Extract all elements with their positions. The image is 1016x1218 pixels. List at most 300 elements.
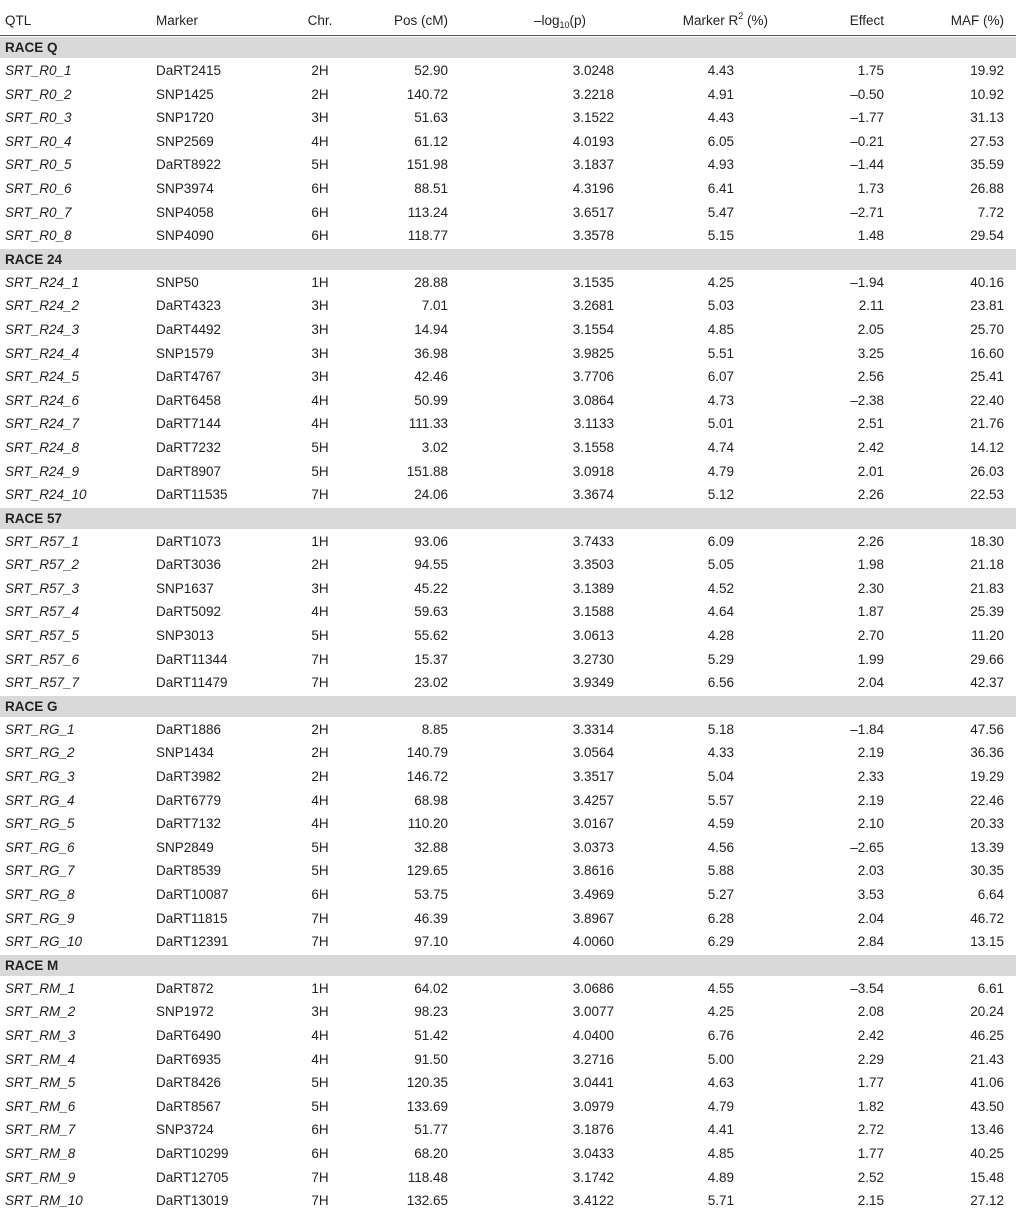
cell-maf: 30.35: [970, 863, 1004, 879]
cell-r2: 5.00: [707, 1051, 734, 1067]
table-row: [0, 930, 1016, 954]
cell-r2: 6.76: [707, 1027, 734, 1043]
cell-r2: 4.73: [707, 392, 734, 408]
cell-marker: DaRT13019: [156, 1193, 229, 1209]
table-row: [0, 412, 1016, 436]
cell-maf: 46.72: [970, 910, 1004, 926]
cell-pos: 88.51: [414, 180, 448, 196]
cell-logp: 3.3578: [572, 228, 614, 244]
cell-maf: 27.53: [970, 133, 1004, 149]
cell-chr: 3H: [311, 345, 329, 361]
cell-effect: 2.72: [857, 1122, 884, 1138]
cell-effect: 1.87: [857, 604, 884, 620]
cell-maf: 11.20: [971, 628, 1004, 644]
cell-chr: 3H: [311, 298, 329, 314]
section-header-row: [0, 955, 1016, 976]
cell-effect: –2.65: [850, 839, 884, 855]
cell-effect: –1.94: [850, 274, 884, 290]
cell-pos: 118.77: [407, 228, 448, 244]
cell-marker: DaRT6935: [156, 1051, 222, 1067]
cell-r2: 4.79: [707, 463, 734, 479]
cell-maf: 25.41: [970, 369, 1004, 385]
cell-r2: 4.52: [707, 580, 734, 596]
cell-maf: 13.39: [970, 839, 1004, 855]
table-row: [0, 883, 1016, 907]
cell-r2: 6.07: [707, 369, 734, 385]
cell-pos: 7.01: [421, 298, 448, 314]
header-logp-suffix: (p): [569, 13, 586, 28]
table-row: [0, 1048, 1016, 1072]
cell-marker: DaRT11344: [156, 651, 228, 667]
cell-r2: 4.33: [707, 745, 734, 761]
cell-marker: DaRT7144: [156, 416, 222, 432]
cell-logp: 3.4257: [572, 792, 614, 808]
cell-pos: 146.72: [406, 769, 448, 785]
cell-marker: DaRT4767: [156, 369, 222, 385]
cell-chr: 5H: [311, 628, 329, 644]
cell-logp: 3.9825: [572, 345, 614, 361]
cell-r2: 5.27: [707, 887, 734, 902]
cell-pos: 52.90: [414, 63, 448, 78]
cell-r2: 5.57: [707, 792, 734, 808]
cell-qtl: SRT_R0_6: [5, 180, 72, 196]
table-row: [0, 577, 1016, 601]
cell-qtl: SRT_RM_7: [5, 1122, 76, 1138]
cell-marker: SNP3013: [156, 628, 214, 644]
cell-qtl: SRT_R24_7: [5, 416, 80, 432]
cell-qtl: SRT_RM_6: [5, 1098, 76, 1114]
cell-chr: 3H: [311, 369, 329, 385]
header-qtl: QTL: [5, 13, 32, 28]
cell-r2: 6.05: [707, 133, 734, 149]
cell-chr: 7H: [311, 1169, 329, 1185]
cell-marker: DaRT12705: [156, 1169, 229, 1185]
cell-maf: 31.13: [970, 110, 1004, 126]
cell-effect: 3.53: [857, 887, 884, 902]
cell-marker: SNP1579: [156, 345, 214, 361]
cell-pos: 91.50: [414, 1051, 448, 1067]
header-logp-sub: 10: [559, 20, 570, 30]
cell-logp: 4.0400: [572, 1027, 614, 1043]
cell-pos: 129.65: [406, 863, 448, 879]
cell-r2: 4.59: [707, 816, 734, 832]
section-header-row: [0, 696, 1016, 717]
cell-effect: 2.04: [857, 910, 884, 926]
cell-chr: 4H: [311, 792, 329, 808]
cell-logp: 3.8616: [572, 863, 614, 879]
table-row: [0, 365, 1016, 389]
cell-qtl: SRT_R57_4: [5, 604, 80, 620]
cell-logp: 3.1133: [573, 416, 614, 432]
section-label: RACE 57: [5, 510, 63, 526]
cell-maf: 27.12: [970, 1193, 1004, 1209]
cell-qtl: SRT_R0_2: [5, 86, 72, 102]
cell-qtl: SRT_R57_6: [5, 651, 80, 667]
cell-r2: 4.41: [707, 1122, 734, 1138]
cell-chr: 7H: [311, 675, 329, 691]
cell-logp: 3.2730: [572, 651, 614, 667]
cell-r2: 6.29: [707, 934, 734, 950]
cell-marker: DaRT4492: [156, 321, 222, 337]
cell-r2: 4.93: [707, 157, 734, 173]
cell-marker: DaRT7132: [156, 816, 222, 832]
cell-marker: DaRT11479: [156, 675, 228, 691]
cell-chr: 5H: [311, 439, 329, 455]
cell-maf: 43.50: [970, 1098, 1004, 1114]
cell-pos: 24.06: [414, 487, 448, 503]
cell-marker: SNP1637: [156, 580, 214, 596]
cell-pos: 140.72: [406, 86, 448, 102]
table-row: [0, 342, 1016, 366]
cell-maf: 21.76: [970, 416, 1004, 432]
cell-qtl: SRT_RG_10: [5, 934, 83, 950]
table-row: [0, 859, 1016, 883]
table-row: [0, 436, 1016, 460]
section-header-row: [0, 249, 1016, 270]
table-row: [0, 812, 1016, 836]
header-r2: [683, 6, 768, 35]
cell-chr: 4H: [311, 604, 329, 620]
cell-chr: 2H: [311, 745, 329, 761]
cell-effect: 2.11: [858, 298, 884, 314]
cell-marker: DaRT11815: [156, 910, 228, 926]
cell-maf: 13.46: [970, 1122, 1004, 1138]
cell-r2: 6.41: [707, 180, 734, 196]
cell-chr: 1H: [311, 980, 329, 996]
cell-pos: 55.62: [414, 628, 448, 644]
table-row: [0, 106, 1016, 130]
cell-maf: 26.03: [970, 463, 1004, 479]
table-row: [0, 1024, 1016, 1048]
cell-qtl: SRT_R24_5: [5, 369, 80, 385]
cell-maf: 13.15: [970, 934, 1004, 950]
cell-maf: 22.40: [970, 392, 1004, 408]
cell-logp: 3.1742: [572, 1169, 614, 1185]
cell-chr: 2H: [311, 557, 329, 573]
cell-logp: 3.4122: [572, 1193, 614, 1209]
cell-qtl: SRT_RM_8: [5, 1145, 76, 1161]
header-marker: Marker: [156, 13, 199, 28]
cell-chr: 5H: [311, 1098, 329, 1114]
cell-marker: DaRT6458: [156, 392, 222, 408]
cell-maf: 36.36: [970, 745, 1004, 761]
section-label: RACE G: [5, 698, 58, 714]
cell-chr: 4H: [311, 816, 329, 832]
table-row: [0, 271, 1016, 295]
cell-effect: 2.19: [857, 745, 884, 761]
cell-effect: 2.42: [857, 1027, 884, 1043]
cell-r2: 5.71: [707, 1193, 734, 1209]
cell-maf: 6.61: [977, 980, 1004, 996]
cell-qtl: SRT_RG_6: [5, 839, 75, 855]
cell-logp: 3.7433: [572, 533, 614, 549]
cell-marker: DaRT2415: [156, 63, 222, 78]
cell-qtl: SRT_R57_2: [5, 557, 80, 573]
cell-r2: 4.28: [707, 628, 734, 644]
cell-marker: DaRT12391: [156, 934, 229, 950]
cell-marker: DaRT8539: [156, 863, 222, 879]
cell-chr: 4H: [311, 416, 329, 432]
cell-logp: 3.1535: [572, 274, 614, 290]
cell-r2: 4.25: [707, 1004, 734, 1020]
cell-marker: DaRT3982: [156, 769, 222, 785]
table-row: [0, 1000, 1016, 1024]
cell-r2: 5.29: [707, 651, 734, 667]
cell-pos: 42.46: [414, 369, 448, 385]
table-row: [0, 1118, 1016, 1142]
cell-effect: 2.33: [857, 769, 884, 785]
cell-pos: 151.88: [406, 463, 448, 479]
cell-marker: DaRT8426: [156, 1075, 222, 1091]
header-r2-prefix: Marker R: [682, 13, 739, 28]
cell-logp: 3.6517: [572, 204, 614, 220]
cell-maf: 41.06: [970, 1075, 1004, 1091]
cell-qtl: SRT_R57_5: [5, 628, 80, 644]
cell-effect: 2.51: [857, 416, 884, 432]
cell-qtl: SRT_R24_2: [5, 298, 80, 314]
cell-effect: –0.50: [850, 86, 884, 102]
cell-qtl: SRT_RM_3: [5, 1027, 76, 1043]
cell-chr: 1H: [311, 533, 329, 549]
cell-effect: 2.19: [857, 792, 884, 808]
cell-maf: 42.37: [970, 675, 1004, 691]
cell-marker: DaRT8922: [156, 157, 222, 173]
cell-effect: 2.52: [857, 1169, 884, 1185]
cell-maf: 29.54: [970, 228, 1004, 244]
cell-maf: 29.66: [970, 651, 1004, 667]
cell-chr: 2H: [311, 86, 329, 102]
cell-chr: 4H: [311, 1051, 329, 1067]
table-row: [0, 836, 1016, 860]
cell-qtl: SRT_RG_1: [5, 721, 75, 737]
table-row: [0, 648, 1016, 672]
table-row: [0, 59, 1016, 83]
cell-qtl: SRT_RM_10: [5, 1193, 83, 1209]
table-row: [0, 389, 1016, 413]
cell-effect: 2.04: [857, 675, 884, 691]
cell-marker: DaRT872: [156, 980, 214, 996]
cell-maf: 6.64: [977, 887, 1004, 902]
cell-marker: SNP4058: [156, 204, 214, 220]
table-row: [0, 483, 1016, 507]
cell-chr: 7H: [311, 651, 329, 667]
cell-pos: 120.35: [406, 1075, 448, 1091]
cell-effect: 2.10: [857, 816, 884, 832]
cell-qtl: SRT_R24_8: [5, 439, 80, 455]
cell-logp: 4.3196: [572, 180, 614, 196]
cell-marker: DaRT6779: [156, 792, 222, 808]
cell-maf: 26.88: [970, 180, 1004, 196]
qtl-table: [0, 6, 1016, 1213]
cell-maf: 23.81: [970, 298, 1004, 314]
table-row: [0, 130, 1016, 154]
cell-pos: 94.55: [414, 557, 448, 573]
cell-r2: 4.43: [707, 110, 734, 126]
cell-r2: 4.43: [707, 63, 734, 78]
cell-marker: DaRT10299: [156, 1145, 229, 1161]
cell-effect: –2.71: [850, 204, 884, 220]
cell-effect: 2.26: [857, 533, 884, 549]
table-row: [0, 765, 1016, 789]
cell-effect: –1.84: [850, 721, 884, 737]
cell-pos: 53.75: [414, 887, 448, 902]
cell-r2: 5.18: [707, 721, 734, 737]
cell-effect: –1.44: [850, 157, 884, 173]
cell-marker: SNP1720: [156, 110, 214, 126]
cell-pos: 151.98: [406, 157, 448, 173]
cell-chr: 6H: [311, 228, 329, 244]
cell-logp: 3.0918: [572, 463, 614, 479]
cell-pos: 110.20: [407, 816, 448, 832]
cell-maf: 47.56: [970, 721, 1004, 737]
header-effect: Effect: [849, 13, 884, 28]
cell-logp: 3.8967: [572, 910, 614, 926]
header-chr: Chr.: [307, 13, 333, 28]
cell-qtl: SRT_RM_1: [5, 980, 76, 996]
cell-chr: 2H: [311, 721, 329, 737]
cell-qtl: SRT_R57_1: [5, 533, 80, 549]
cell-chr: 4H: [311, 1027, 329, 1043]
cell-r2: 6.09: [707, 533, 734, 549]
cell-pos: 51.77: [414, 1122, 448, 1138]
cell-logp: 3.0433: [572, 1145, 614, 1161]
cell-logp: 3.4969: [572, 887, 614, 902]
cell-effect: 2.26: [857, 487, 884, 503]
cell-pos: 45.22: [414, 580, 448, 596]
cell-logp: 3.1389: [572, 580, 614, 596]
cell-qtl: SRT_R57_3: [5, 580, 80, 596]
cell-qtl: SRT_R0_3: [5, 110, 72, 126]
cell-marker: SNP1434: [156, 745, 214, 761]
cell-marker: DaRT7232: [156, 439, 222, 455]
cell-qtl: SRT_RG_7: [5, 863, 75, 879]
cell-logp: 3.0864: [572, 392, 614, 408]
cell-qtl: SRT_R24_6: [5, 392, 80, 408]
cell-pos: 28.88: [414, 274, 448, 290]
cell-chr: 6H: [311, 1122, 329, 1138]
cell-pos: 93.06: [414, 533, 448, 549]
cell-maf: 21.18: [970, 557, 1004, 573]
cell-chr: 5H: [311, 157, 329, 173]
cell-logp: 3.9349: [572, 675, 614, 691]
cell-pos: 64.02: [414, 980, 448, 996]
cell-maf: 40.16: [970, 274, 1004, 290]
table-row: [0, 553, 1016, 577]
cell-qtl: SRT_RM_4: [5, 1051, 76, 1067]
cell-marker: DaRT3036: [156, 557, 222, 573]
cell-chr: 5H: [311, 463, 329, 479]
cell-maf: 19.29: [970, 769, 1004, 785]
cell-effect: 1.77: [857, 1075, 884, 1091]
cell-marker: DaRT11535: [156, 487, 228, 503]
cell-r2: 4.85: [707, 1145, 734, 1161]
table-row: [0, 718, 1016, 742]
cell-pos: 15.37: [414, 651, 448, 667]
cell-marker: DaRT8567: [156, 1098, 222, 1114]
cell-maf: 14.12: [970, 439, 1004, 455]
table-row: [0, 624, 1016, 648]
table-row: [0, 789, 1016, 813]
cell-marker: SNP4090: [156, 228, 214, 244]
table-body: [0, 37, 1016, 1213]
cell-r2: 4.25: [707, 274, 734, 290]
cell-maf: 46.25: [970, 1027, 1004, 1043]
cell-maf: 10.92: [970, 86, 1004, 102]
cell-pos: 3.02: [421, 439, 448, 455]
cell-qtl: SRT_R0_8: [5, 228, 72, 244]
cell-r2: 6.56: [707, 675, 734, 691]
cell-logp: 3.0979: [572, 1098, 614, 1114]
cell-r2: 5.01: [707, 416, 734, 432]
cell-r2: 4.64: [707, 604, 734, 620]
cell-logp: 3.3674: [572, 487, 614, 503]
cell-qtl: SRT_RM_5: [5, 1075, 76, 1091]
cell-pos: 97.10: [414, 934, 448, 950]
cell-r2: 4.85: [707, 321, 734, 337]
cell-chr: 4H: [311, 392, 329, 408]
table-row: [0, 460, 1016, 484]
cell-logp: 4.0193: [572, 133, 614, 149]
cell-qtl: SRT_RG_3: [5, 769, 75, 785]
cell-qtl: SRT_R0_1: [5, 63, 72, 78]
cell-pos: 51.42: [414, 1027, 448, 1043]
header-r2-sup: 2: [738, 11, 744, 21]
table-row: [0, 83, 1016, 107]
table-row: [0, 977, 1016, 1001]
cell-logp: 3.0441: [572, 1075, 614, 1091]
cell-marker: DaRT5092: [156, 604, 222, 620]
cell-chr: 5H: [311, 1075, 329, 1091]
cell-chr: 7H: [311, 910, 329, 926]
cell-pos: 61.12: [414, 133, 448, 149]
cell-pos: 59.63: [414, 604, 448, 620]
cell-pos: 68.20: [414, 1145, 448, 1161]
cell-effect: 2.56: [857, 369, 884, 385]
cell-chr: 3H: [311, 321, 329, 337]
cell-logp: 3.1522: [572, 110, 614, 126]
cell-logp: 3.7706: [572, 369, 614, 385]
section-label: RACE M: [5, 957, 59, 973]
section-header-row: [0, 37, 1016, 58]
cell-r2: 4.89: [707, 1169, 734, 1185]
table-row: [0, 1166, 1016, 1190]
cell-effect: 2.30: [857, 580, 884, 596]
table-row: [0, 177, 1016, 201]
cell-qtl: SRT_RG_8: [5, 887, 75, 902]
cell-effect: 2.42: [857, 439, 884, 455]
cell-maf: 22.46: [970, 792, 1004, 808]
cell-qtl: SRT_R0_5: [5, 157, 72, 173]
cell-maf: 18.30: [970, 533, 1004, 549]
cell-effect: –3.54: [850, 980, 884, 996]
cell-chr: 6H: [311, 204, 329, 220]
cell-pos: 133.69: [406, 1098, 448, 1114]
cell-maf: 25.39: [970, 604, 1004, 620]
table-row: [0, 1142, 1016, 1166]
cell-logp: 3.2218: [572, 86, 614, 102]
table-row: [0, 1071, 1016, 1095]
cell-logp: 3.2681: [572, 298, 614, 314]
cell-maf: 22.53: [970, 487, 1004, 503]
cell-qtl: SRT_R24_9: [5, 463, 80, 479]
cell-logp: 3.0248: [572, 63, 614, 78]
cell-chr: 3H: [311, 110, 329, 126]
cell-effect: 2.05: [857, 321, 884, 337]
cell-r2: 5.12: [707, 487, 734, 503]
cell-pos: 46.39: [414, 910, 448, 926]
cell-pos: 36.98: [414, 345, 448, 361]
cell-maf: 21.43: [970, 1051, 1004, 1067]
